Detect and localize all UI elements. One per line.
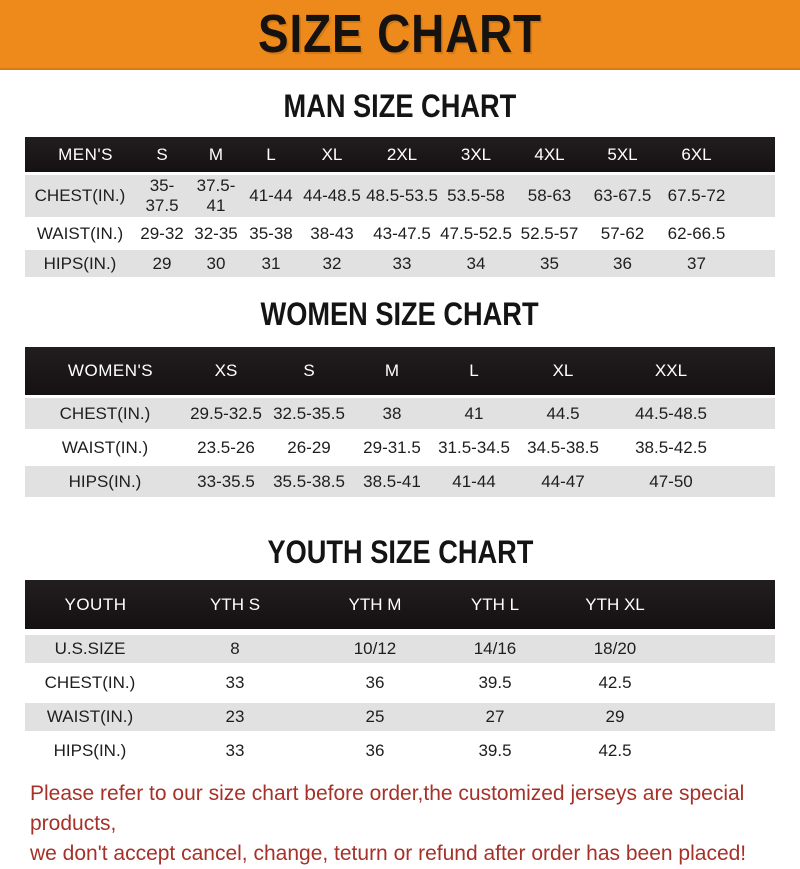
size-cell: 34 xyxy=(439,250,513,277)
row-label: CHEST(IN.) xyxy=(25,669,155,697)
youth-size-header: YTH S xyxy=(155,580,315,629)
size-cell: 67.5-72 xyxy=(659,175,734,217)
size-cell: 42.5 xyxy=(555,669,675,697)
size-cell: 35-37.5 xyxy=(135,175,189,217)
youth-chest-row xyxy=(25,669,775,697)
row-label: U.S.SIZE xyxy=(25,635,155,663)
men-chest-row xyxy=(25,175,775,217)
spacer-cell xyxy=(734,175,775,217)
size-cell: 23 xyxy=(155,703,315,731)
size-cell: 44-48.5 xyxy=(299,175,365,217)
spacer-cell xyxy=(734,220,775,247)
size-cell: 39.5 xyxy=(435,737,555,765)
row-label: WAIST(IN.) xyxy=(25,703,155,731)
size-cell: 47.5-52.5 xyxy=(439,220,513,247)
row-label: CHEST(IN.) xyxy=(25,398,185,429)
size-cell: 8 xyxy=(155,635,315,663)
row-label: CHEST(IN.) xyxy=(25,175,135,217)
men-size-header: 5XL xyxy=(586,137,659,172)
row-label: HIPS(IN.) xyxy=(25,737,155,765)
women-size-header: M xyxy=(351,347,433,395)
size-cell: 36 xyxy=(586,250,659,277)
size-cell: 25 xyxy=(315,703,435,731)
youth-size-table xyxy=(25,574,775,771)
size-cell: 29.5-32.5 xyxy=(185,398,267,429)
size-cell: 44-47 xyxy=(515,466,611,497)
size-cell: 37.5-41 xyxy=(189,175,243,217)
size-cell: 14/16 xyxy=(435,635,555,663)
women-section-heading: WOMEN SIZE CHART xyxy=(260,296,540,332)
youth-table-title: YOUTH xyxy=(25,580,155,629)
men-size-header: L xyxy=(243,137,299,172)
women-chest-row xyxy=(25,398,775,429)
size-cell: 29-31.5 xyxy=(351,432,433,463)
size-cell: 27 xyxy=(435,703,555,731)
youth-size-header: YTH XL xyxy=(555,580,675,629)
youth-section-heading: YOUTH SIZE CHART xyxy=(267,534,533,570)
size-cell: 41-44 xyxy=(433,466,515,497)
size-cell: 43-47.5 xyxy=(365,220,439,247)
men-size-header: 2XL xyxy=(365,137,439,172)
men-table-header-row xyxy=(25,137,775,172)
banner-title: SIZE CHART xyxy=(258,4,542,64)
men-size-table xyxy=(25,134,775,280)
men-size-header: 6XL xyxy=(659,137,734,172)
size-cell: 33 xyxy=(155,669,315,697)
women-size-header: XXL xyxy=(611,347,731,395)
header-spacer xyxy=(734,137,775,172)
size-cell: 39.5 xyxy=(435,669,555,697)
size-cell: 44.5 xyxy=(515,398,611,429)
men-size-header: XL xyxy=(299,137,365,172)
size-cell: 29-32 xyxy=(135,220,189,247)
size-cell: 63-67.5 xyxy=(586,175,659,217)
men-size-header: 4XL xyxy=(513,137,586,172)
size-cell: 33 xyxy=(365,250,439,277)
row-label: WAIST(IN.) xyxy=(25,432,185,463)
header-spacer xyxy=(731,347,775,395)
youth-ussize-row xyxy=(25,635,775,663)
men-hips-row xyxy=(25,250,775,277)
size-cell: 26-29 xyxy=(267,432,351,463)
spacer-cell xyxy=(675,737,775,765)
row-label: HIPS(IN.) xyxy=(25,466,185,497)
row-label: WAIST(IN.) xyxy=(25,220,135,247)
size-cell: 47-50 xyxy=(611,466,731,497)
size-cell: 23.5-26 xyxy=(185,432,267,463)
size-cell: 38.5-41 xyxy=(351,466,433,497)
women-table-title: WOMEN'S xyxy=(25,347,185,395)
men-size-header: S xyxy=(135,137,189,172)
women-hips-row xyxy=(25,466,775,497)
size-cell: 31 xyxy=(243,250,299,277)
size-cell: 32.5-35.5 xyxy=(267,398,351,429)
size-cell: 18/20 xyxy=(555,635,675,663)
women-table-header-row xyxy=(25,347,775,395)
size-cell: 29 xyxy=(555,703,675,731)
header-spacer xyxy=(675,580,775,629)
men-size-header: 3XL xyxy=(439,137,513,172)
size-cell: 29 xyxy=(135,250,189,277)
size-cell: 38 xyxy=(351,398,433,429)
spacer-cell xyxy=(675,635,775,663)
spacer-cell xyxy=(734,250,775,277)
men-section-heading: MAN SIZE CHART xyxy=(283,88,517,124)
women-size-header: L xyxy=(433,347,515,395)
size-cell: 35-38 xyxy=(243,220,299,247)
women-size-header: XS xyxy=(185,347,267,395)
size-cell: 62-66.5 xyxy=(659,220,734,247)
size-cell: 30 xyxy=(189,250,243,277)
youth-size-header: YTH L xyxy=(435,580,555,629)
women-waist-row xyxy=(25,432,775,463)
size-cell: 36 xyxy=(315,669,435,697)
size-cell: 32-35 xyxy=(189,220,243,247)
spacer-cell xyxy=(731,398,775,429)
size-cell: 44.5-48.5 xyxy=(611,398,731,429)
order-disclaimer-note xyxy=(0,779,800,869)
size-cell: 38-43 xyxy=(299,220,365,247)
size-cell: 37 xyxy=(659,250,734,277)
size-cell: 38.5-42.5 xyxy=(611,432,731,463)
women-size-header: XL xyxy=(515,347,611,395)
size-chart-banner xyxy=(0,0,800,70)
youth-size-header: YTH M xyxy=(315,580,435,629)
men-size-header: M xyxy=(189,137,243,172)
spacer-cell xyxy=(675,669,775,697)
size-cell: 48.5-53.5 xyxy=(365,175,439,217)
women-size-header: S xyxy=(267,347,351,395)
size-cell: 10/12 xyxy=(315,635,435,663)
men-waist-row xyxy=(25,220,775,247)
note-line-1: Please refer to our size chart before order,the customized jerseys are special products, xyxy=(30,782,745,835)
size-cell: 35 xyxy=(513,250,586,277)
size-cell: 53.5-58 xyxy=(439,175,513,217)
size-cell: 33-35.5 xyxy=(185,466,267,497)
size-cell: 36 xyxy=(315,737,435,765)
size-cell: 42.5 xyxy=(555,737,675,765)
size-cell: 41 xyxy=(433,398,515,429)
size-cell: 32 xyxy=(299,250,365,277)
spacer-cell xyxy=(731,466,775,497)
size-cell: 34.5-38.5 xyxy=(515,432,611,463)
size-cell: 35.5-38.5 xyxy=(267,466,351,497)
size-cell: 31.5-34.5 xyxy=(433,432,515,463)
size-cell: 52.5-57 xyxy=(513,220,586,247)
note-line-2: we don't accept cancel, change, teturn or refund after order has been placed! xyxy=(30,842,747,865)
row-label: HIPS(IN.) xyxy=(25,250,135,277)
size-cell: 41-44 xyxy=(243,175,299,217)
youth-hips-row xyxy=(25,737,775,765)
spacer-cell xyxy=(675,703,775,731)
youth-waist-row xyxy=(25,703,775,731)
women-size-table xyxy=(25,344,775,500)
youth-table-header-row xyxy=(25,580,775,629)
spacer-cell xyxy=(731,432,775,463)
men-table-title: MEN'S xyxy=(25,137,135,172)
size-cell: 33 xyxy=(155,737,315,765)
size-cell: 58-63 xyxy=(513,175,586,217)
size-cell: 57-62 xyxy=(586,220,659,247)
